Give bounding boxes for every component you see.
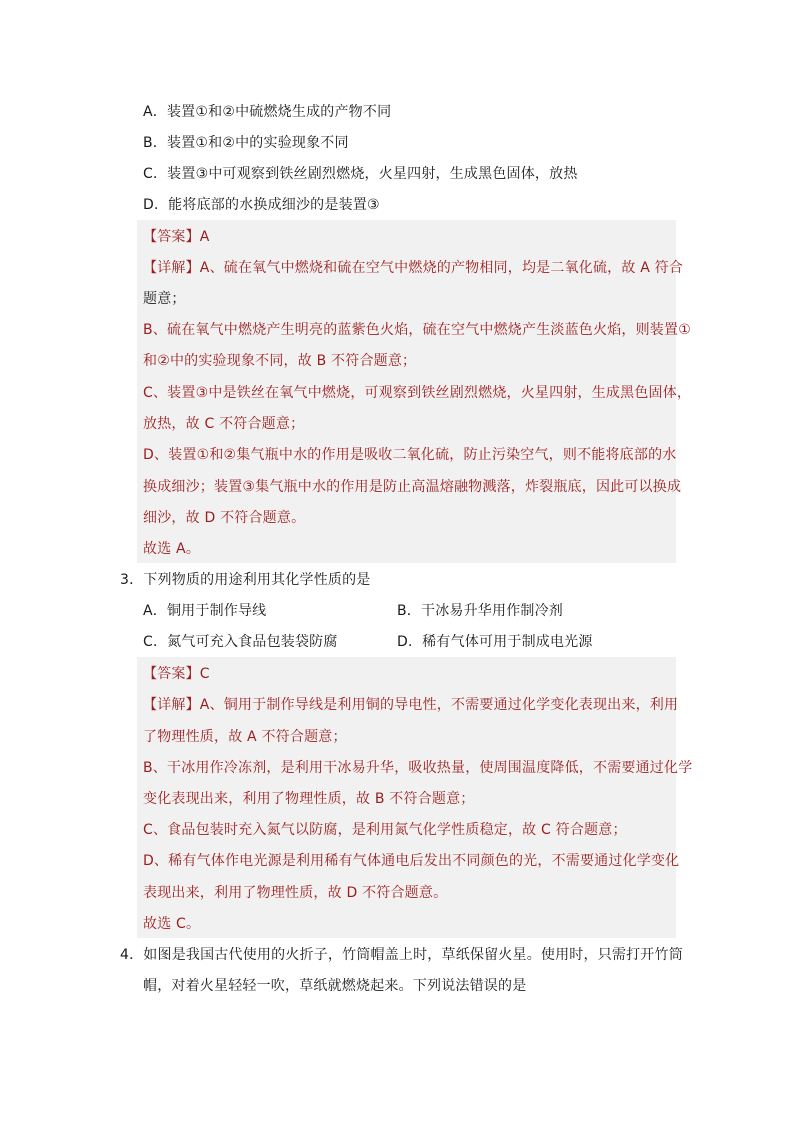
q2-detail-line: 细沙，故 D 不符合题意。 (143, 510, 306, 526)
q2-option-a: A．装置①和②中硫燃烧生成的产物不同 (143, 104, 392, 120)
q3-detail-line: 【详解】A、铜用于制作导线是利用铜的导电性，不需要通过化学变化表现出来，利用 (143, 697, 679, 713)
q3-detail-line: 表现出来，利用了物理性质，故 D 不符合题意。 (143, 885, 448, 901)
q2-detail-line: D、装置①和②集气瓶中水的作用是吸收二氧化硫，防止污染空气，则不能将底部的水 (143, 447, 677, 463)
q3-option-c: C．氮气可充入食品包装袋防腐 (143, 634, 338, 650)
q3-option-a: A．铜用于制作导线 (143, 603, 267, 619)
q3-detail-line: B、干冰用作冷冻剂，是利用干冰易升华，吸收热量，使周围温度降低，不需要通过化学 (143, 760, 693, 776)
q2-detail-line: C、装置③中是铁丝在氧气中燃烧，可观察到铁丝剧烈燃烧，火星四射，生成黑色固体， (143, 385, 692, 401)
q2-detail-line: 故选 A。 (143, 541, 201, 557)
q3-answer: 【答案】C (143, 666, 210, 682)
q2-detail-line: 换成细沙；装置③集气瓶中水的作用是防止高温熔融物溅落，炸裂瓶底，因此可以换成 (143, 479, 682, 495)
q2-option-b: B．装置①和②中的实验现象不同 (143, 135, 349, 151)
q3-detail-line: 了物理性质，故 A 不符合题意； (143, 729, 347, 745)
q3-stem: 3．下列物质的用途利用其化学性质的是 (120, 572, 371, 588)
q2-answer: 【答案】A (143, 229, 210, 245)
q2-detail-line: 【详解】A、硫在氧气中燃烧和硫在空气中燃烧的产物相同，均是二氧化硫，故 A 符合 (143, 260, 684, 276)
q2-detail-line: 放热，故 C 不符合题意； (143, 416, 305, 432)
q3-option-d: D．稀有气体可用于制成电光源 (397, 634, 593, 650)
q3-detail-line: D、稀有气体作电光源是利用稀有气体通电后发出不同颜色的光，不需要通过化学变化 (143, 853, 680, 869)
q3-detail-line: 变化表现出来，利用了物理性质，故 B 不符合题意； (143, 791, 475, 807)
q2-option-d: D．能将底部的水换成细沙的是装置③ (143, 197, 380, 213)
q4-stem-line-2: 帽，对着火星轻轻一吹，草纸就燃烧起来。下列说法错误的是 (143, 978, 527, 994)
q4-stem-line-1: 4．如图是我国古代使用的火折子，竹筒帽盖上时，草纸保留火星。使用时，只需打开竹筒 (120, 947, 683, 963)
q2-option-c: C．装置③中可观察到铁丝剧烈燃烧，火星四射，生成黑色固体，放热 (143, 166, 578, 182)
q2-detail-line: 题意； (143, 291, 186, 307)
q3-option-b: B．干冰易升华用作制冷剂 (397, 603, 564, 619)
q2-detail-line: 和②中的实验现象不同，故 B 不符合题意； (143, 353, 417, 369)
q3-detail-line: 故选 C。 (143, 916, 201, 932)
q2-detail-line: B、硫在氧气中燃烧产生明亮的蓝紫色火焰，硫在空气中燃烧产生淡蓝色火焰，则装置① (143, 322, 691, 338)
q3-detail-line: C、食品包装时充入氮气以防腐，是利用氮气化学性质稳定，故 C 符合题意； (143, 822, 627, 838)
